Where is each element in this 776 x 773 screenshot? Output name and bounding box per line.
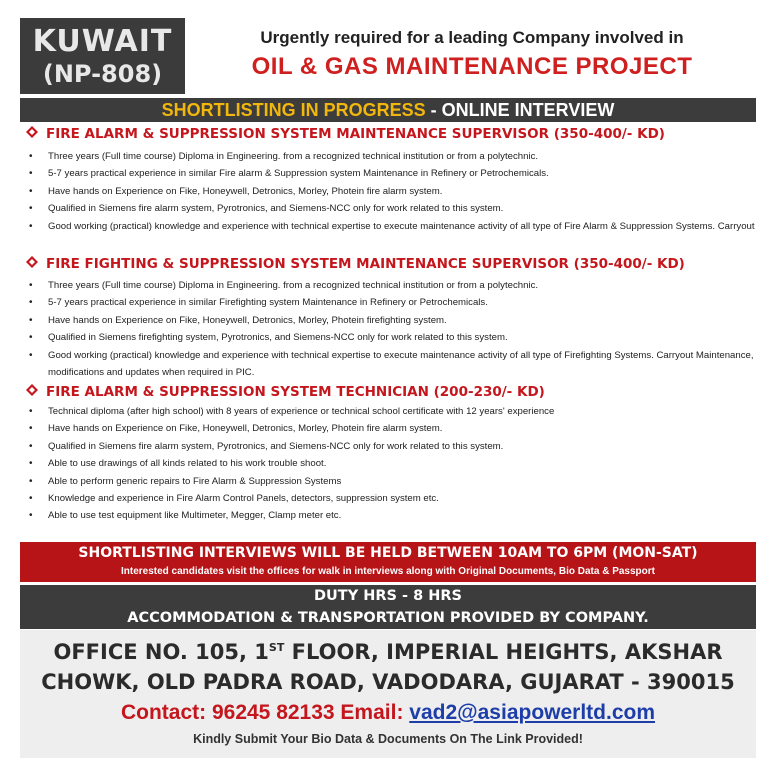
list-item: • Three years (Full time course) Diploma in Engineering. from a recognized technical institution or from a polytechnic. [26, 277, 756, 294]
header-text [188, 18, 756, 94]
bullet-icon: • [29, 423, 33, 435]
list-item: • Technical diploma (after high school) with 8 years of experience or technical school certificate with 12 years' experience [26, 403, 756, 420]
diamond-icon [26, 126, 40, 142]
shortlist-banner [20, 98, 756, 122]
list-item: • Have hands on Experience on Fike, Honeywell, Detronics, Morley, Photein fire alarm system. [26, 420, 756, 437]
job-requirements-1 [26, 148, 756, 235]
list-item: • Able to use drawings of all kinds related to his work trouble shoot. [26, 455, 756, 472]
diamond-icon [26, 256, 40, 272]
job-advertisement [20, 18, 756, 758]
bullet-icon: • [29, 168, 33, 180]
bullet-icon: • [29, 314, 33, 326]
header-subtitle: Urgently required for a leading Company involved in [260, 28, 684, 47]
bullet-icon: • [29, 203, 33, 215]
list-item: • Good working (practical) knowledge and experience with technical expertise to execute maintenance activity of all type of Firefighting Systems. Carryout Maintenance, modifications and updates when required in PIC. [26, 347, 756, 382]
job-title-text: FIRE ALARM & SUPPRESSION SYSTEM MAINTENANCE SUPERVISOR (350-400/- KD) [46, 126, 665, 142]
bullet-icon: • [29, 332, 33, 344]
list-item: • Have hands on Experience on Fike, Honeywell, Detronics, Morley, Photein fire alarm system. [26, 183, 756, 200]
list-item: • Have hands on Experience on Fike, Honeywell, Detronics, Morley, Photein firefighting system. [26, 312, 756, 329]
duty-banner [20, 585, 756, 629]
address-line-1: OFFICE NO. 105, 1ST FLOOR, IMPERIAL HEIGHTS, AKSHAR [53, 640, 723, 664]
job-title-2 [26, 256, 685, 272]
project-title: OIL & GAS MAINTENANCE PROJECT [251, 53, 693, 80]
list-item: • Able to perform generic repairs to Fire Alarm & Suppression Systems [26, 473, 756, 490]
contact-phone: Contact: 96245 82133 Email: [120, 701, 410, 724]
job-title-1 [26, 126, 665, 142]
email-link[interactable]: vad2@asiapowerltd.com [409, 701, 656, 724]
office-address-block [20, 630, 756, 758]
interviews-note: Interested candidates visit the offices for walk in interviews along with Original Documents, Bio Data & Passport [120, 566, 655, 577]
bullet-icon: • [29, 297, 33, 309]
job-requirements-2 [26, 277, 756, 381]
job-requirements-3 [26, 403, 756, 525]
country-badge [20, 18, 185, 94]
interviews-headline: SHORTLISTING INTERVIEWS WILL BE HELD BETWEEN 10AM TO 6PM (MON-SAT) [78, 545, 698, 561]
bullet-icon: • [29, 151, 33, 162]
bullet-icon: • [29, 493, 33, 505]
bullet-icon: • [29, 349, 33, 361]
shortlist-rest: - ONLINE INTERVIEW [425, 100, 615, 120]
job-title-text: FIRE ALARM & SUPPRESSION SYSTEM TECHNICIAN (200-230/- KD) [46, 384, 545, 400]
diamond-icon [26, 384, 40, 400]
list-item: • 5-7 years practical experience in similar Fire alarm & Suppression system Maintenance in Refinery or Petrochemicals. [26, 165, 756, 182]
job-code: (NP-808) [42, 60, 163, 88]
list-item: • Good working (practical) knowledge and experience with technical expertise to execute maintenance activity of all type of Fire Alarm & Suppression Systems. Carryout [26, 218, 756, 235]
bullet-icon: • [29, 220, 33, 232]
bullet-icon: • [29, 510, 33, 522]
shortlist-highlight: SHORTLISTING IN PROGRESS [161, 100, 426, 120]
bullet-icon: • [29, 280, 33, 291]
contact-line [20, 697, 756, 729]
bullet-icon: • [29, 406, 33, 417]
address-line-2: CHOWK, OLD PADRA ROAD, VADODARA, GUJARAT - 390015 [41, 670, 735, 694]
list-item: • Knowledge and experience in Fire Alarm Control Panels, detectors, suppression system etc. [26, 490, 756, 507]
country-name: KUWAIT [32, 24, 173, 59]
list-item: • Qualified in Siemens fire alarm system, Pyrotronics, and Siemens-NCC only for work related to this system. [26, 438, 756, 455]
bullet-icon: • [29, 185, 33, 197]
accommodation-note: ACCOMMODATION & TRANSPORTATION PROVIDED BY COMPANY. [127, 610, 649, 626]
list-item: • Three years (Full time course) Diploma in Engineering. from a recognized technical institution or from a polytechnic. [26, 148, 756, 165]
list-item: • Qualified in Siemens fire alarm system, Pyrotronics, and Siemens-NCC only for work related to this system. [26, 200, 756, 217]
job-title-text: FIRE FIGHTING & SUPPRESSION SYSTEM MAINTENANCE SUPERVISOR (350-400/- KD) [46, 256, 685, 272]
list-item: • Able to use test equipment like Multimeter, Megger, Clamp meter etc. [26, 507, 756, 524]
bullet-icon: • [29, 475, 33, 487]
list-item: • 5-7 years practical experience in similar Firefighting system Maintenance in Refinery or Petrochemicals. [26, 294, 756, 311]
interviews-banner [20, 542, 756, 582]
list-item: • Qualified in Siemens firefighting system, Pyrotronics, and Siemens-NCC only for work related to this system. [26, 329, 756, 346]
bullet-icon: • [29, 458, 33, 470]
bullet-icon: • [29, 440, 33, 452]
footer-note: Kindly Submit Your Bio Data & Documents On The Link Provided! [193, 732, 583, 746]
duty-hours: DUTY HRS - 8 HRS [314, 588, 462, 604]
job-title-3 [26, 384, 545, 400]
